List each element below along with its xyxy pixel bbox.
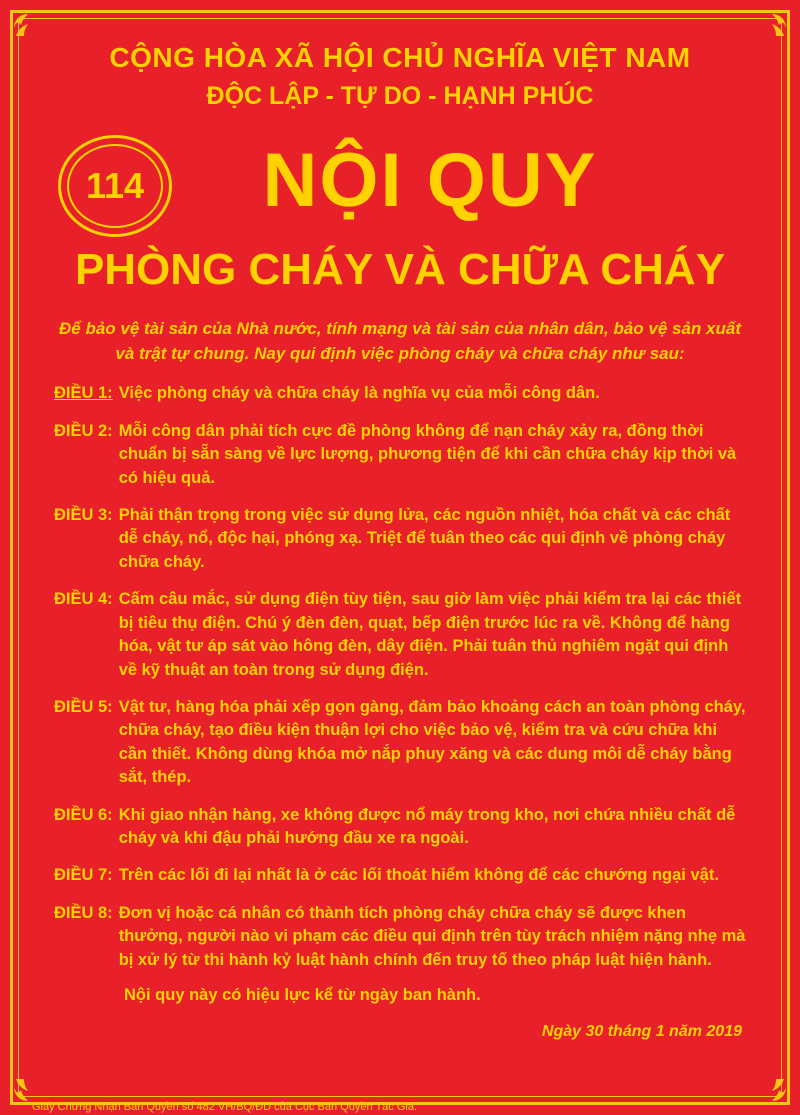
poster-content	[28, 26, 772, 1089]
article-label: ĐIỀU 3:	[54, 505, 113, 524]
page-title: NỘI QUY	[262, 138, 598, 223]
list-item	[54, 902, 746, 972]
list-item	[54, 864, 746, 887]
title-row	[28, 129, 772, 239]
article-text: Mỗi công dân phải tích cực đề phòng không để nạn cháy xảy ra, đồng thời chuẩn bị sẵn sàng về lực lượng, phương tiện để khi cần chữa cháy kịp thời và có hiệu quả.	[118, 421, 737, 487]
emergency-number-badge	[58, 135, 172, 237]
article-label: ĐIỀU 4:	[54, 590, 113, 609]
page-subtitle: PHÒNG CHÁY VÀ CHỮA CHÁY	[74, 245, 726, 294]
article-text: Cấm câu mắc, sử dụng điện tùy tiện, sau giờ làm việc phải kiểm tra lại các thiết bị tiêu thụ điện. Chú ý đèn đèn, quạt, bếp điện trước lúc ra về. Không để hàng hóa, vật tư áp sát vào hông đèn, dây điện. Phải tuân thủ nghiêm ngặt qui định về kỹ thuật an toàn trong sử dụng điện.	[118, 590, 742, 679]
article-text: Khi giao nhận hàng, xe không được nổ máy trong kho, nơi chứa nhiều chất dễ cháy và khi đậu phải hướng đầu xe ra ngoài.	[118, 805, 736, 848]
article-text: Việc phòng cháy và chữa cháy là nghĩa vụ của mỗi công dân.	[118, 384, 600, 403]
article-label: ĐIỀU 2:	[54, 421, 113, 440]
articles-list	[54, 382, 746, 972]
list-item	[54, 696, 746, 790]
article-label: ĐIỀU 7:	[54, 866, 113, 885]
article-label: ĐIỀU 1:	[54, 384, 113, 403]
article-label: ĐIỀU 8:	[54, 903, 113, 922]
list-item	[54, 588, 746, 682]
copyright-notice: Giấy Chứng Nhận Bản Quyền số 482 VH/BQ/ĐD của Cục Bản Quyền Tác Giả.	[32, 1101, 418, 1113]
article-text: Vật tư, hàng hóa phải xếp gọn gàng, đảm bảo khoảng cách an toàn phòng cháy, chữa cháy, tạo điều kiện thuận lợi cho việc bảo vệ, kiểm tra và cứu chữa khi cần thiết. Không dùng khóa mở nắp phuy xăng và các dung môi dễ cháy bằng sắt, thép.	[118, 697, 746, 787]
national-heading-line-2: ĐỘC LẬP - TỰ DO - HẠNH PHÚC	[206, 82, 594, 110]
article-text: Phải thận trọng trong việc sử dụng lửa, các nguồn nhiệt, hóa chất và các chất dễ cháy, nổ, độc hại, phóng xạ. Triệt để tuân theo các qui định về phòng cháy chữa cháy.	[118, 505, 731, 571]
list-item	[54, 504, 746, 574]
list-item	[54, 804, 746, 851]
intro-paragraph: Để bảo vệ tài sản của Nhà nước, tính mạng và tài sản của nhân dân, bảo vệ sản xuất và trật tự chung. Nay qui định việc phòng cháy và chữa cháy như sau:	[58, 319, 742, 363]
list-item	[54, 382, 746, 405]
national-heading-line-1: CỘNG HÒA XÃ HỘI CHỦ NGHĨA VIỆT NAM	[109, 42, 691, 73]
emergency-number-value: 114	[67, 144, 163, 228]
article-label: ĐIỀU 6:	[54, 805, 113, 824]
article-text: Đơn vị hoặc cá nhân có thành tích phòng cháy chữa cháy sẽ được khen thưởng, người nào vi phạm các điều qui định trên tùy trách nhiệm nặng nhẹ mà bị xử lý từ thi hành kỷ luật hành chính đến truy tố theo pháp luật hiện hành.	[118, 903, 746, 969]
article-text: Trên các lối đi lại nhất là ở các lối thoát hiểm không để các chướng ngại vật.	[118, 866, 719, 885]
issue-date: Ngày 30 tháng 1 năm 2019	[541, 1023, 742, 1041]
article-label: ĐIỀU 5:	[54, 697, 113, 716]
list-item	[54, 420, 746, 490]
closing-statement: Nội quy này có hiệu lực kể từ ngày ban hành.	[124, 986, 481, 1005]
